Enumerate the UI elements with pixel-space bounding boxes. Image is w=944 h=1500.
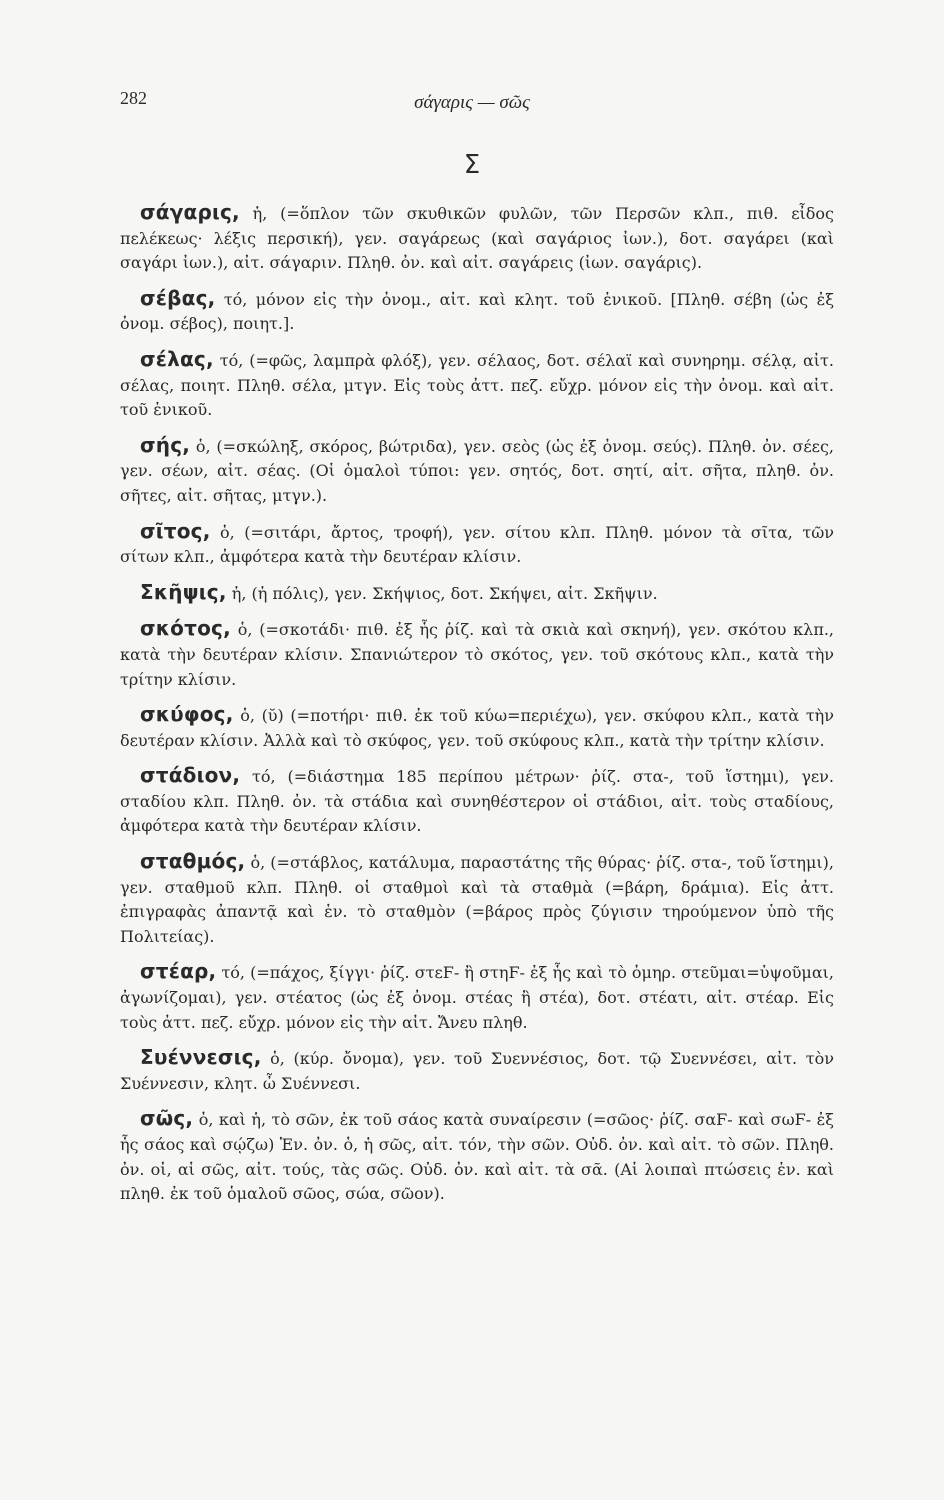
entry-text: τό, (=διάστημα 185 περίπου μέτρων· ῥίζ. στα-, τοῦ ἵστημι), γεν. σταδίου κλπ. Πληθ. ὀν. τὰ στάδια καὶ συνηθέστερον οἱ στάδιοι, αἰτ. τοὺς σταδίους, ἀμφότερα κατὰ τὴν δευτέραν κλίσιν. [120, 767, 834, 836]
entry-headword: στάδιον, [140, 763, 241, 788]
dictionary-entry [120, 1106, 834, 1206]
entry-headword: σῶς, [140, 1106, 194, 1131]
entry-headword: σταθμός, [140, 849, 246, 874]
entry-headword: σῖτος, [140, 518, 211, 543]
dictionary-entry [120, 286, 834, 337]
entry-headword: σέβας, [140, 285, 216, 310]
entry-text: ὁ, καὶ ἡ, τὸ σῶν, ἐκ τοῦ σάος κατὰ συναίρεσιν (=σῶος· ῥίζ. σαϜ- καὶ σωϜ- ἐξ ἧς σάος καὶ σῴζω) Ἑν. ὀν. ὁ, ἡ σῶς, αἰτ. τόν, τὴν σῶν. Οὐδ. ὀν. καὶ αἰτ. τὸ σῶν. Πληθ. ὀν. οἱ, αἱ σῶς, αἰτ. τούς, τὰς σῶς. Οὐδ. ὀν. καὶ αἰτ. τὰ σᾶ. (Αἱ λοιπαὶ πτώσεις ἑν. καὶ πληθ. ἐκ τοῦ ὁμαλοῦ σῶος, σώα, σῶον). [120, 1110, 834, 1204]
dictionary-entry [120, 702, 834, 753]
entry-text: τό, (=φῶς, λαμπρὰ φλόξ), γεν. σέλαος, δοτ. σέλαϊ καὶ συνηρημ. σέλᾳ, αἰτ. σέλας, ποιητ. Πληθ. σέλα, μτγν. Εἰς τοὺς ἀττ. πεζ. εὔχρ. μόνον εἰς τὴν ὀνομ. καὶ αἰτ. τοῦ ἑνικοῦ. [120, 350, 834, 420]
dictionary-entry [120, 1045, 834, 1096]
dictionary-entry [120, 580, 834, 607]
dictionary-entry [120, 200, 834, 276]
entry-headword: σής, [140, 432, 191, 457]
dictionary-entries [120, 200, 834, 1217]
entry-headword: σκότος, [140, 616, 231, 641]
section-letter: Σ [463, 150, 481, 180]
dictionary-entry [120, 763, 834, 839]
entry-headword: σέλας, [140, 346, 214, 371]
entry-headword: Συέννεσις, [140, 1045, 262, 1070]
entry-text: ὁ, (κύρ. ὄνομα), γεν. τοῦ Συεννέσιος, δοτ. τῷ Συεννέσει, αἰτ. τὸν Συέννεσιν, κλητ. ὦ Συέννεσι. [120, 1049, 834, 1093]
running-head: σάγαρις — σῶς [414, 92, 530, 113]
entry-headword: σάγαρις, [140, 200, 240, 224]
entry-headword: στέαρ, [140, 959, 217, 984]
entry-headword: σκύφος, [140, 702, 234, 727]
entry-headword: Σκῆψις, [140, 579, 227, 604]
entry-text: ὁ, (=σκοτάδι· πιθ. ἐξ ἧς ῥίζ. καὶ τὰ σκιὰ καὶ σκηνή), γεν. σκότου κλπ., κατὰ τὴν δευτέραν κλίσιν. Σπανιώτερον τὸ σκότος, γεν. τοῦ σκότους κλπ., κατὰ τὴν τρίτην κλίσιν. [120, 620, 835, 689]
entry-text: ὁ, (=σιτάρι, ἄρτος, τροφή), γεν. σίτου κλπ. Πληθ. μόνον τὰ σῖτα, τῶν σίτων κλπ., ἀμφότερα κατὰ τὴν δευτέραν κλίσιν. [120, 522, 834, 567]
dictionary-entry [120, 616, 834, 692]
dictionary-entry [120, 433, 834, 509]
entry-text: ὁ, (ῠ) (=ποτήρι· πιθ. ἐκ τοῦ κύω=περιέχω), γεν. σκύφου κλπ., κατὰ τὴν δευτέραν κλίσιν. Ἀλλὰ καὶ τὸ σκύφος, γεν. τοῦ σκύφους κλπ., κατὰ τὴν τρίτην κλίσιν. [120, 706, 834, 750]
dictionary-entry [120, 347, 834, 423]
entry-text: ἡ, (=ὅπλον τῶν σκυθικῶν φυλῶν, τῶν Περσῶν κλπ., πιθ. εἶδος πελέκεως· λέξις περσική), γεν. σαγάρεως (καὶ σαγάριος ἰων.), δοτ. σαγάρει (καὶ σαγάρι ἰων.), αἰτ. σάγαριν. Πληθ. ὀν. καὶ αἰτ. σαγάρεις (ἰων. σαγάρις). [120, 204, 834, 273]
entry-text: ἡ, (ἡ πόλις), γεν. Σκήψιος, δοτ. Σκήψει, αἰτ. Σκῆψιν. [231, 583, 658, 603]
entry-text: ὁ, (=σκώληξ, σκόρος, βώτριδα), γεν. σεὸς (ὡς ἐξ ὀνομ. σεύς). Πληθ. ὀν. σέες, γεν. σέων, αἰτ. σέας. (Οἱ ὁμαλοὶ τύποι: γεν. σητός, δοτ. σητί, αἰτ. σῆτα, πληθ. ὀν. σῆτες, αἰτ. σῆτας, μτγν.). [120, 436, 834, 505]
entry-text: ὁ, (=στάβλος, κατάλυμα, παραστάτης τῆς θύρας· ῥίζ. στα-, τοῦ ἵστημι), γεν. σταθμοῦ κλπ. Πληθ. οἱ σταθμοὶ καὶ τὰ σταθμὰ (=βάρη, δράμια). Εἰς ἀττ. ἐπιγραφὰς ἀπαντᾷ καὶ ἑν. τὸ σταθμὸν (=βάρος πρὸς ζύγισιν τηρούμενον ὑπὸ τῆς Πολιτείας). [120, 853, 835, 946]
dictionary-entry [120, 519, 834, 570]
dictionary-entry [120, 959, 834, 1035]
page-number: 282 [120, 88, 147, 108]
entry-text: τό, μόνον εἰς τὴν ὀνομ., αἰτ. καὶ κλητ. τοῦ ἑνικοῦ. [Πληθ. σέβη (ὡς ἐξ ὀνομ. σέβος), ποιητ.]. [120, 289, 835, 334]
entry-text: τό, (=πάχος, ξίγγι· ῥίζ. στεϜ- ἢ στηϜ- ἐξ ἧς καὶ τὸ ὁμηρ. στεῦμαι=ὑψοῦμαι, ἀγωνίζομαι), γεν. στέατος (ὡς ἐξ ὀνομ. στέας ἢ στέα), δοτ. στέατι, αἰτ. στέαρ. Εἰς τοὺς ἀττ. πεζ. εὔχρ. μόνον εἰς τὴν αἰτ. Ἄνευ πληθ. [120, 963, 834, 1032]
dictionary-entry [120, 849, 834, 949]
